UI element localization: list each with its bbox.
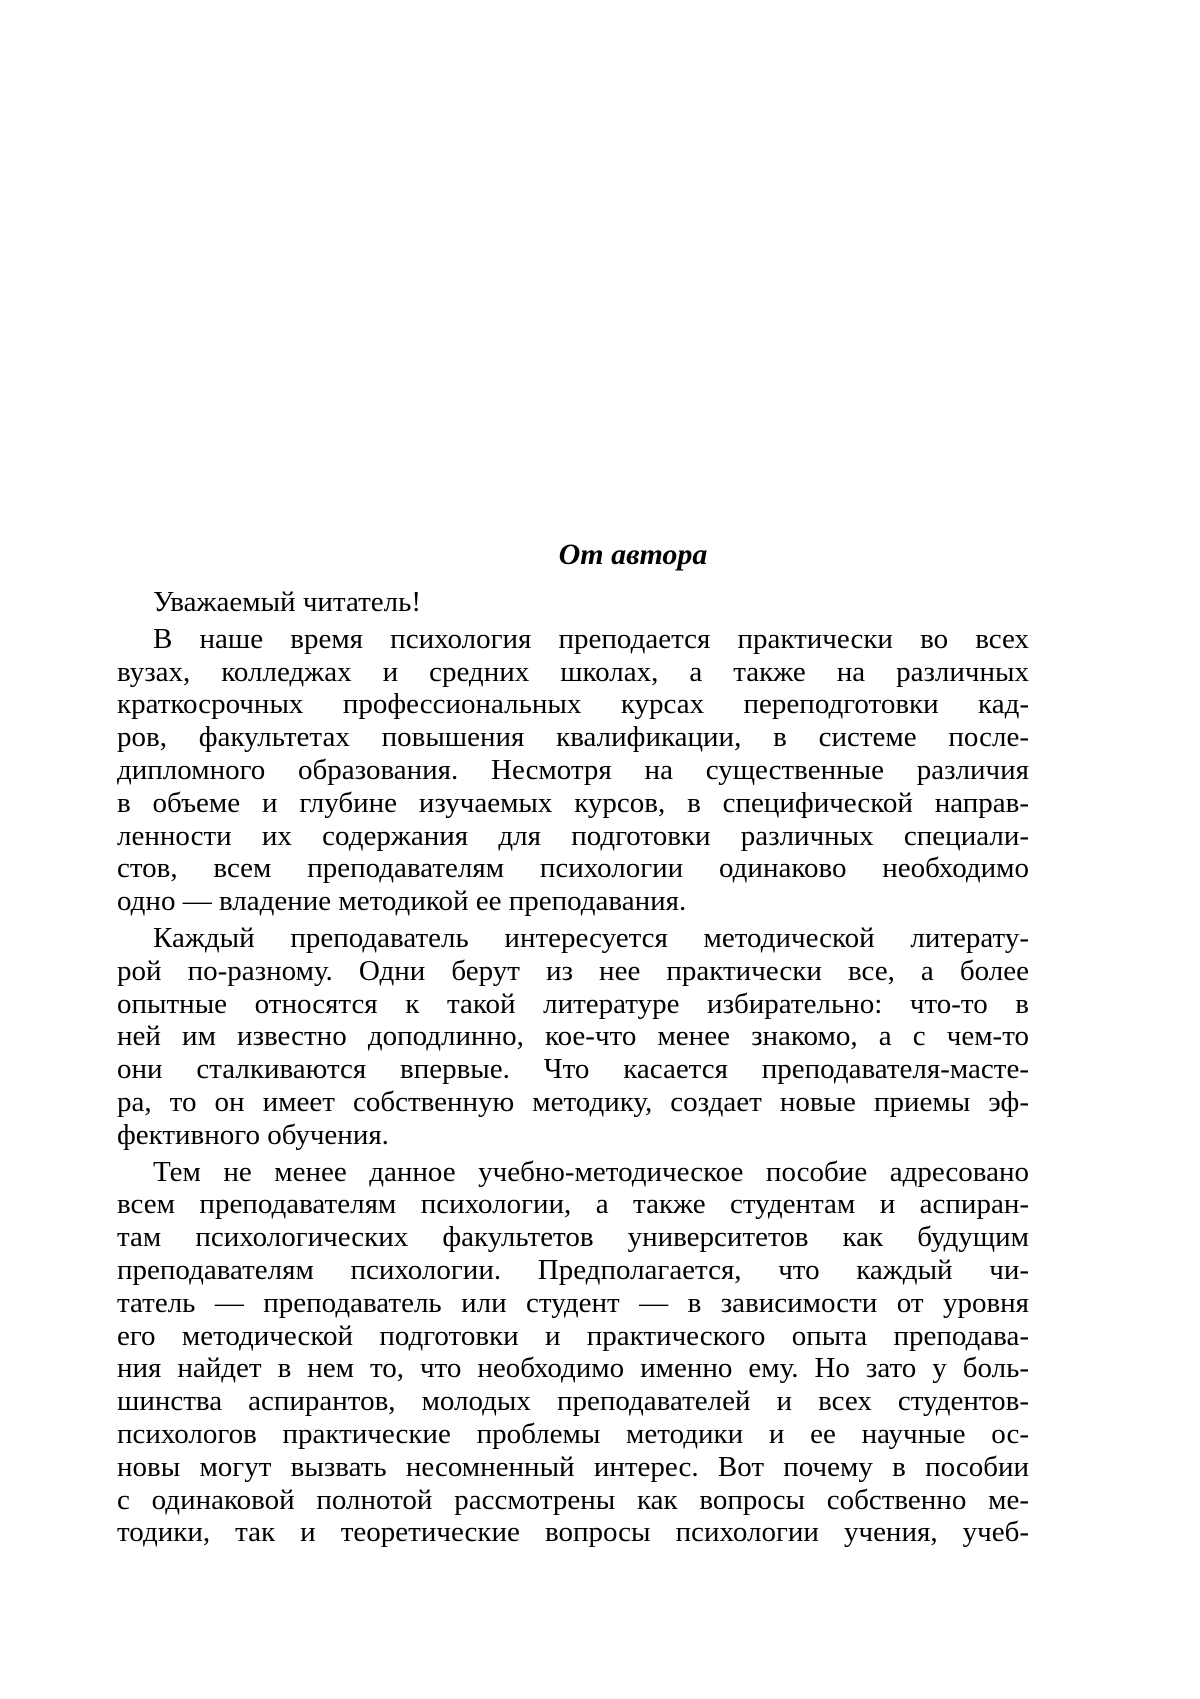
text-line: они сталкиваются впервые. Что касается преподавателя-масте- bbox=[117, 1053, 1029, 1086]
text-line: рой по-разному. Одни берут из нее практически все, а более bbox=[117, 954, 1029, 987]
text-line: ния найдет в нем то, что необходимо именно ему. Но зато у боль- bbox=[117, 1352, 1029, 1385]
body-paragraph bbox=[117, 1156, 1029, 1550]
text-line: с одинаковой полнотой рассмотрены как вопросы собственно ме- bbox=[117, 1483, 1029, 1516]
text-line: вузах, колледжах и средних школах, а также на различных bbox=[117, 655, 1029, 688]
greeting-paragraph bbox=[117, 586, 1029, 619]
page-text bbox=[117, 538, 1029, 1553]
body-paragraphs bbox=[117, 623, 1029, 1549]
body-paragraph bbox=[117, 623, 1029, 918]
text-line: психологов практические проблемы методики и ее научные ос- bbox=[117, 1417, 1029, 1450]
text-line: фективного обучения. bbox=[117, 1118, 389, 1151]
section-heading: От автора bbox=[558, 538, 708, 571]
text-line: татель — преподаватель или студент — в зависимости от уровня bbox=[117, 1286, 1029, 1319]
text-line: преподавателям психологии. Предполагается, что каждый чи- bbox=[117, 1253, 1029, 1286]
text-line: Тем не менее данное учебно-методическое пособие адресовано bbox=[153, 1155, 1029, 1188]
text-line: тодики, так и теоретические вопросы психологии учения, учеб- bbox=[117, 1516, 1029, 1549]
text-line: краткосрочных профессиональных курсах переподготовки кад- bbox=[117, 688, 1029, 721]
text-line: всем преподавателям психологии, а также студентам и аспиран- bbox=[117, 1188, 1029, 1221]
text-line: ров, факультетах повышения квалификации, в системе после- bbox=[117, 721, 1029, 754]
text-line: одно — владение методикой ее преподавания. bbox=[117, 885, 687, 918]
text-line: ленности их содержания для подготовки различных специали- bbox=[117, 819, 1029, 852]
body-paragraph bbox=[117, 922, 1029, 1152]
text-line: дипломного образования. Несмотря на существенные различия bbox=[117, 753, 1029, 786]
text-line: В наше время психология преподается практически во всех bbox=[153, 622, 1029, 655]
text-line: в объеме и глубине изучаемых курсов, в специфической направ- bbox=[117, 786, 1029, 819]
text-line: новы могут вызвать несомненный интерес. Вот почему в пособии bbox=[117, 1450, 1029, 1483]
text-line: ней им известно доподлинно, кое-что менее знакомо, а с чем-то bbox=[117, 1020, 1029, 1053]
text-line: Каждый преподаватель интересуется методической литерату- bbox=[153, 921, 1029, 954]
greeting-line: Уважаемый читатель! bbox=[153, 586, 421, 618]
text-line: его методической подготовки и практического опыта преподава- bbox=[117, 1319, 1029, 1352]
text-line: там психологических факультетов университетов как будущим bbox=[117, 1221, 1029, 1254]
text-line: стов, всем преподавателям психологии одинаково необходимо bbox=[117, 852, 1029, 885]
text-line: шинства аспирантов, молодых преподавателей и всех студентов- bbox=[117, 1385, 1029, 1418]
text-line: опытные относятся к такой литературе избирательно: что-то в bbox=[117, 987, 1029, 1020]
text-line: ра, то он имеет собственную методику, создает новые приемы эф- bbox=[117, 1085, 1029, 1118]
